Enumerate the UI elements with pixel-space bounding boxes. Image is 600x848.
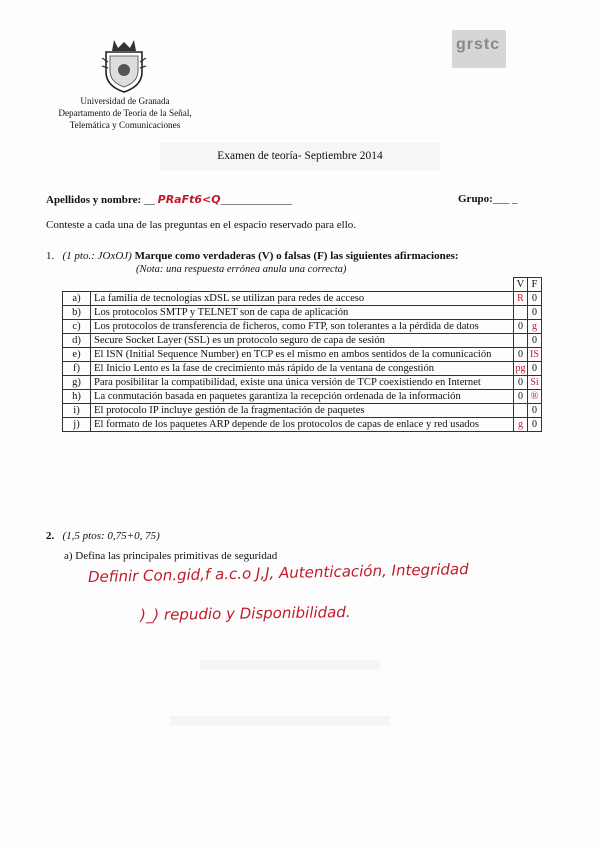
answer-f-cell[interactable]: 0 bbox=[528, 418, 542, 432]
name-suffix: _____________ bbox=[220, 194, 293, 206]
row-letter: b) bbox=[63, 306, 91, 320]
row-letter: d) bbox=[63, 334, 91, 348]
table-row bbox=[63, 320, 542, 334]
answer-f-cell[interactable]: Si bbox=[528, 376, 542, 390]
institution-line-3: Telemática y Comunicaciones bbox=[69, 120, 181, 130]
table-row bbox=[63, 334, 542, 348]
answer-v-cell[interactable]: 0 bbox=[514, 320, 528, 334]
question-1-heading bbox=[46, 250, 459, 262]
name-handwritten: PRaFt6<Q bbox=[157, 193, 221, 206]
row-statement: El formato de los paquetes ARP depende de los protocolos de capas de enlace y red usados bbox=[91, 418, 514, 432]
row-statement: El ISN (Initial Sequence Number) en TCP es el mismo en ambos sentidos de la comunicación bbox=[91, 348, 514, 362]
answer-v-cell[interactable] bbox=[514, 334, 528, 348]
question-1-number: 1. bbox=[46, 250, 55, 262]
table-row bbox=[63, 390, 542, 404]
group-field bbox=[458, 193, 518, 205]
university-crest-logo bbox=[98, 38, 150, 94]
institution-name bbox=[40, 95, 210, 131]
row-statement: Para posibilitar la compatibilidad, existe una única versión de TCP coexistiendo en Internet bbox=[91, 376, 514, 390]
answer-v-cell[interactable]: R bbox=[514, 292, 528, 306]
table-row bbox=[63, 292, 542, 306]
row-letter: g) bbox=[63, 376, 91, 390]
table-row bbox=[63, 404, 542, 418]
instructions: Conteste a cada una de las preguntas en el espacio reservado para ello. bbox=[46, 219, 357, 231]
row-statement: Secure Socket Layer (SSL) es un protocolo seguro de capa de sesión bbox=[91, 334, 514, 348]
column-f-header: F bbox=[528, 278, 542, 292]
group-label: Grupo: bbox=[458, 193, 493, 205]
question-1-statement: Marque como verdaderas (V) o falsas (F) las siguientes afirmaciones: bbox=[134, 250, 459, 262]
row-letter: h) bbox=[63, 390, 91, 404]
name-prefix: __ bbox=[143, 194, 155, 206]
answer-v-cell[interactable]: 0 bbox=[514, 390, 528, 404]
handwritten-answer-line-1: Definir Con.gid,f a.c.o J,J, Autenticación, Integridad bbox=[87, 560, 469, 586]
question-1-note: (Nota: una respuesta errónea anula una correcta) bbox=[136, 264, 347, 275]
faded-trace bbox=[200, 660, 380, 670]
question-2a-prompt: a) Defina las principales primitivas de seguridad bbox=[64, 550, 278, 562]
institution-line-2: Departamento de Teoría de la Señal, bbox=[58, 108, 192, 118]
row-letter: a) bbox=[63, 292, 91, 306]
row-letter: e) bbox=[63, 348, 91, 362]
row-statement: La familia de tecnologías xDSL se utilizan para redes de acceso bbox=[91, 292, 514, 306]
faded-trace bbox=[170, 716, 390, 726]
answer-f-cell[interactable]: 0 bbox=[528, 404, 542, 418]
department-logo bbox=[452, 30, 506, 68]
answer-v-cell[interactable] bbox=[514, 404, 528, 418]
answer-v-cell[interactable]: 0 bbox=[514, 348, 528, 362]
column-v-header: V bbox=[514, 278, 528, 292]
answer-f-cell[interactable]: g bbox=[528, 320, 542, 334]
true-false-table bbox=[62, 277, 542, 432]
institution-line-1: Universidad de Granada bbox=[80, 96, 170, 106]
row-statement: Los protocolos de transferencia de ficheros, como FTP, son tolerantes a la pérdida de datos bbox=[91, 320, 514, 334]
question-2-heading bbox=[46, 530, 160, 542]
table-row bbox=[63, 306, 542, 320]
answer-f-cell[interactable]: 0 bbox=[528, 362, 542, 376]
answer-v-cell[interactable]: pg bbox=[515, 363, 526, 374]
table-row bbox=[63, 348, 542, 362]
table-row bbox=[63, 376, 542, 390]
group-blank: ___ _ bbox=[492, 193, 518, 205]
name-label: Apellidos y nombre: bbox=[46, 194, 142, 206]
answer-v-cell[interactable] bbox=[514, 306, 528, 320]
answer-f-cell[interactable]: 0 bbox=[528, 292, 542, 306]
row-letter: c) bbox=[63, 320, 91, 334]
row-letter: f) bbox=[63, 362, 91, 376]
row-statement: Los protocolos SMTP y TELNET son de capa de aplicación bbox=[91, 306, 514, 320]
exam-title: Examen de teoría- Septiembre 2014 bbox=[217, 150, 383, 162]
name-field bbox=[46, 193, 292, 206]
answer-f-cell[interactable]: 0 bbox=[528, 306, 542, 320]
question-2-number: 2. bbox=[46, 530, 55, 542]
answer-f-cell[interactable]: IS bbox=[528, 348, 542, 362]
answer-f-cell[interactable]: ® bbox=[528, 390, 542, 404]
table-row bbox=[63, 418, 542, 432]
row-statement: La conmutación basada en paquetes garantiza la recepción ordenada de la información bbox=[91, 390, 514, 404]
row-statement: El protocolo IP incluye gestión de la fragmentación de paquetes bbox=[91, 404, 514, 418]
department-logo-text: grstc bbox=[456, 36, 501, 53]
question-2-points: (1,5 ptos: 0,75+0, 75) bbox=[62, 530, 160, 542]
answer-f-cell[interactable]: 0 bbox=[528, 334, 542, 348]
question-1-points: (1 pto.: JOxOJ) bbox=[62, 250, 132, 262]
table-header-row bbox=[63, 278, 542, 292]
handwritten-answer-line-2: )_) repudio y Disponibilidad. bbox=[139, 603, 351, 624]
answer-v-cell[interactable]: 0 bbox=[514, 376, 528, 390]
row-letter: j) bbox=[63, 418, 91, 432]
table-row bbox=[63, 362, 542, 376]
answer-v-cell[interactable]: g bbox=[514, 418, 528, 432]
row-statement: El Inicio Lento es la fase de crecimiento más rápido de la ventana de congestión bbox=[91, 362, 514, 376]
row-letter: i) bbox=[63, 404, 91, 418]
